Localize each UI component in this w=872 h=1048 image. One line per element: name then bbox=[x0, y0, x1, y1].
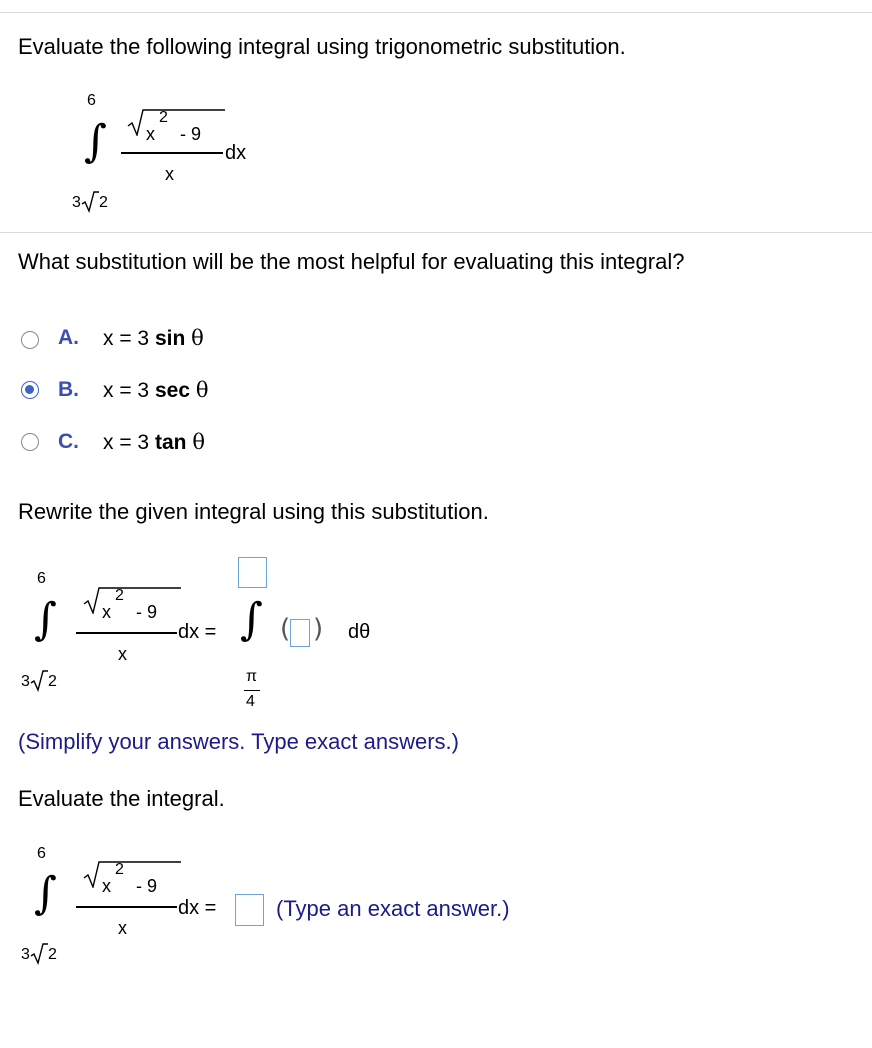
rewrite-numerator-var: x bbox=[102, 602, 111, 622]
option-c-letter: C. bbox=[58, 430, 79, 453]
radio-b[interactable] bbox=[21, 381, 39, 399]
rewrite-integral-sign: ∫ bbox=[34, 594, 57, 645]
option-b-text[interactable]: x = 3 sec θ bbox=[103, 378, 209, 402]
evaluate-numerator-radical-icon bbox=[83, 860, 183, 888]
lower-limit-coef: 3 bbox=[72, 194, 81, 211]
rewrite-upper-limit: 6 bbox=[37, 570, 46, 587]
lower-limit-pi: π bbox=[246, 668, 258, 685]
rewrite-numerator-radical-icon bbox=[83, 586, 183, 614]
rewrite-hint: (Simplify your answers. Type exact answers.) bbox=[18, 729, 459, 754]
rewrite-lower-radical-icon bbox=[30, 670, 48, 692]
upper-limit: 6 bbox=[87, 92, 96, 109]
rewrite-lower-coef: 3 bbox=[21, 673, 30, 690]
option-a-text[interactable]: x = 3 sin θ bbox=[103, 326, 204, 350]
evaluate-upper-limit: 6 bbox=[37, 845, 46, 862]
numerator-var: x bbox=[146, 124, 155, 144]
left-paren: ( bbox=[280, 614, 291, 644]
integrand-input[interactable] bbox=[290, 619, 310, 647]
lower-limit-rad: 2 bbox=[99, 194, 108, 211]
rewrite-prompt: Rewrite the given integral using this substitution. bbox=[18, 499, 489, 524]
evaluate-lower-radical-icon bbox=[30, 943, 48, 965]
numerator-minus-nine: - 9 bbox=[180, 124, 202, 144]
top-divider bbox=[0, 12, 872, 13]
top-prompt: Evaluate the following integral using trigonometric substitution. bbox=[18, 34, 626, 59]
evaluate-hint: (Type an exact answer.) bbox=[276, 896, 510, 921]
answer-input[interactable] bbox=[235, 894, 264, 926]
evaluate-lower-rad: 2 bbox=[48, 946, 57, 963]
evaluate-denominator: x bbox=[118, 918, 127, 938]
fraction-bar bbox=[121, 152, 223, 154]
lower-limit-fraction-bar bbox=[244, 690, 260, 691]
evaluate-lower-coef: 3 bbox=[21, 946, 30, 963]
option-b-letter: B. bbox=[58, 378, 79, 401]
rewrite-rhs-integral-sign: ∫ bbox=[240, 594, 263, 645]
rewrite-denominator: x bbox=[118, 644, 127, 664]
differential: dx bbox=[225, 142, 247, 164]
evaluate-prompt: Evaluate the integral. bbox=[18, 786, 225, 811]
right-paren: ) bbox=[313, 614, 324, 644]
denominator: x bbox=[165, 164, 174, 184]
evaluate-fraction-bar bbox=[76, 906, 177, 908]
evaluate-dx-equals: dx = bbox=[178, 897, 217, 919]
dtheta: dθ bbox=[348, 621, 371, 643]
evaluate-numerator-var: x bbox=[102, 876, 111, 896]
rewrite-numerator-exponent: 2 bbox=[115, 587, 124, 604]
lower-limit-denominator: 4 bbox=[246, 693, 255, 710]
radio-a[interactable] bbox=[21, 331, 39, 349]
lower-radical-icon bbox=[81, 191, 99, 213]
question1-prompt: What substitution will be the most helpful for evaluating this integral? bbox=[18, 249, 685, 274]
numerator-exponent: 2 bbox=[159, 109, 168, 126]
rewrite-numerator-minus-nine: - 9 bbox=[136, 602, 158, 622]
numerator-radical-icon bbox=[127, 108, 227, 136]
rewrite-dx-equals: dx = bbox=[178, 621, 217, 643]
evaluate-numerator-minus-nine: - 9 bbox=[136, 876, 158, 896]
rewrite-lower-rad: 2 bbox=[48, 673, 57, 690]
upper-limit-input[interactable] bbox=[238, 557, 267, 588]
radio-c[interactable] bbox=[21, 433, 39, 451]
section-divider bbox=[0, 232, 872, 233]
option-a-letter: A. bbox=[58, 326, 79, 349]
evaluate-numerator-exponent: 2 bbox=[115, 861, 124, 878]
integral-sign: ∫ bbox=[84, 116, 107, 167]
evaluate-integral-sign: ∫ bbox=[34, 868, 57, 919]
rewrite-fraction-bar bbox=[76, 632, 177, 634]
option-c-text[interactable]: x = 3 tan θ bbox=[103, 430, 205, 454]
